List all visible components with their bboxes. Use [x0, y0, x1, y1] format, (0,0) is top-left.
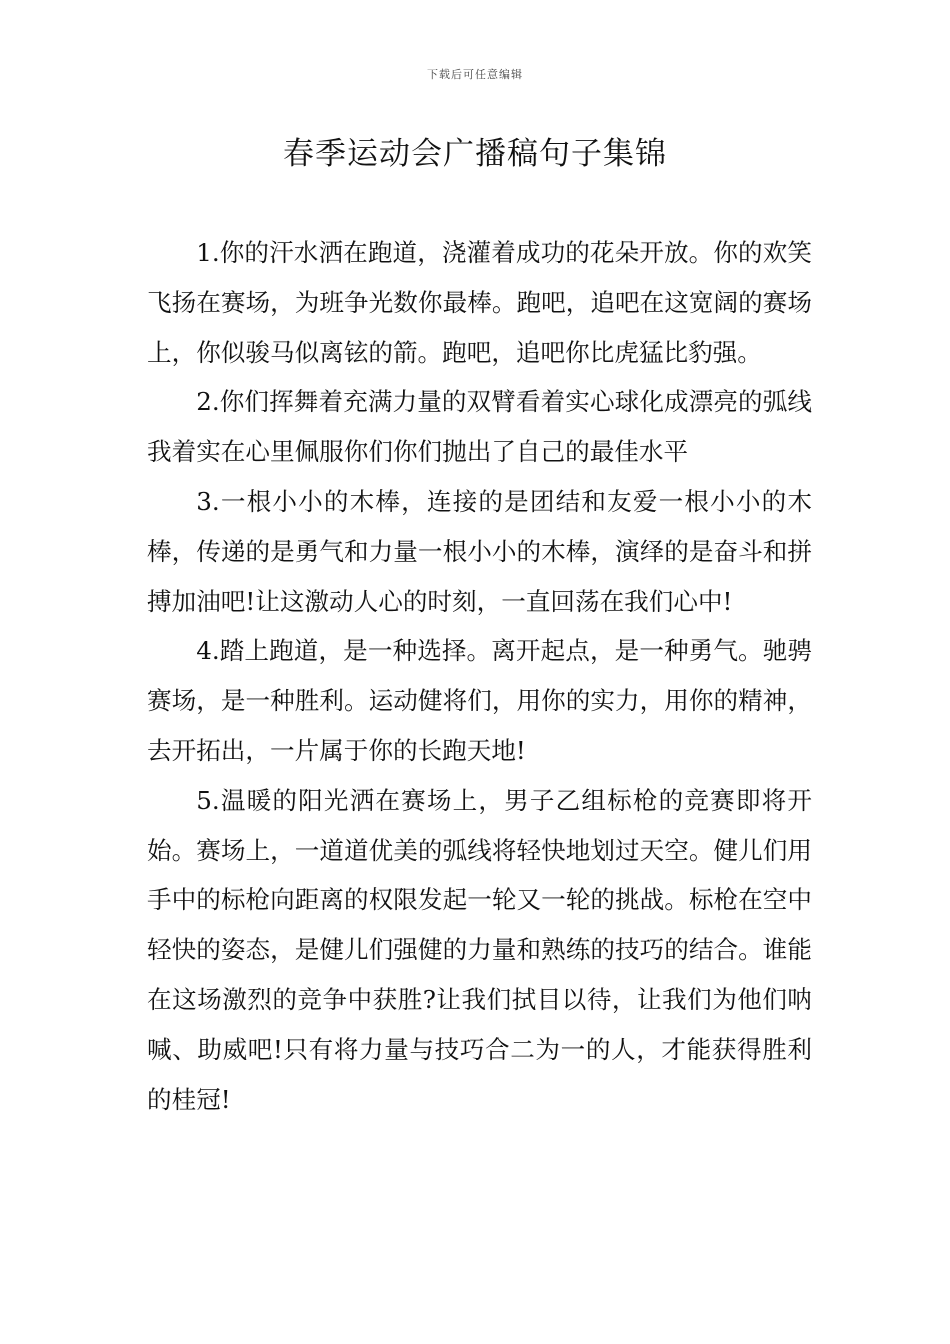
document-title: 春季运动会广播稿句子集锦: [283, 136, 667, 172]
paragraph-1: 1.你的汗水洒在跑道，浇灌着成功的花朵开放。你的欢笑飞扬在赛场，为班争光数你最棒。跑吧，追吧在这宽阔的赛场上，你似骏马似离铉的箭。跑吧，追吧你比虎猛比豹强。: [147, 238, 812, 367]
document-body: [147, 228, 812, 1124]
paragraph-2: 2.你们挥舞着充满力量的双臂看着实心球化成漂亮的弧线我着实在心里佩服你们你们抛出了自己的最佳水平: [147, 387, 812, 467]
paragraph-3: 3.一根小小的木棒，连接的是团结和友爱一根小小的木棒，传递的是勇气和力量一根小小的木棒，演绎的是奋斗和拼搏加油吧!让这激动人心的时刻，一直回荡在我们心中!: [147, 486, 812, 616]
paragraph-5: 5.温暖的阳光洒在赛场上，男子乙组标枪的竞赛即将开始。赛场上，一道道优美的弧线将轻快地划过天空。健儿们用手中的标枪向距离的权限发起一轮又一轮的挑战。标枪在空中轻快的姿态，是健儿们强健的力量和熟练的技巧的结合。谁能在这场激烈的竞争中获胜?让我们拭目以待，让我们为他们呐喊、助威吧!只有将力量与技巧合二为一的人，才能获得胜利的桂冠!: [147, 785, 812, 1114]
paragraph-4: 4.踏上跑道，是一种选择。离开起点，是一种勇气。驰骋赛场，是一种胜利。运动健将们，用你的实力，用你的精神，去开拓出，一片属于你的长跑天地!: [147, 636, 812, 765]
header-note: 下载后可任意编辑: [427, 68, 523, 81]
